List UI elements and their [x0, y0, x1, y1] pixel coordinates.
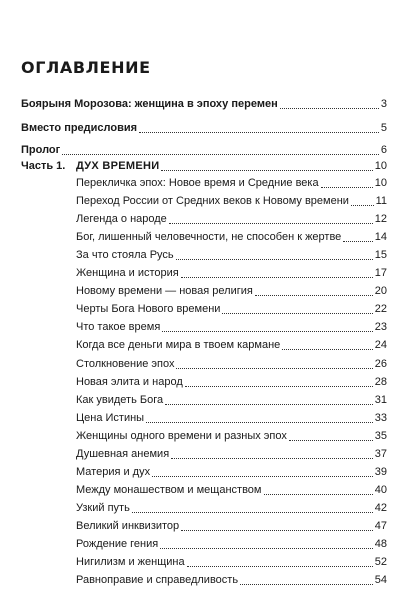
dot-leader [264, 484, 373, 495]
dot-leader [146, 412, 373, 423]
toc-page-number: 10 [374, 160, 387, 172]
toc-entry-title: Между монашеством и мещанством [76, 484, 262, 496]
toc-entry-part[interactable] [76, 157, 387, 173]
dot-leader [139, 122, 379, 133]
toc-entry-chapter[interactable] [76, 174, 387, 190]
toc-entry-title: Как увидеть Бога [76, 394, 164, 406]
toc-entry-title: Бог, лишенный человечности, не способен к жертве [76, 231, 342, 243]
toc-entry-chapter[interactable] [76, 264, 387, 280]
dot-leader [160, 538, 373, 549]
toc-entry-title: Нигилизм и женщина [76, 556, 185, 568]
toc-entry-title: Переход России от Средних веков к Новому времени [76, 195, 349, 207]
toc-entry-title: Перекличка эпох: Новое время и Средние века [76, 177, 319, 189]
toc-entry-title: ДУХ ВРЕМЕНИ [76, 160, 160, 172]
toc-entry-chapter[interactable] [76, 355, 387, 371]
toc-page-number: 26 [374, 358, 387, 370]
dot-leader [152, 466, 373, 477]
toc-entry-chapter[interactable] [76, 445, 387, 461]
toc-entry-title: Рождение гения [76, 538, 159, 550]
dot-leader [289, 430, 373, 441]
toc-page-number: 20 [374, 285, 387, 297]
toc-entry-chapter[interactable] [76, 409, 387, 425]
toc-page-number: 35 [374, 430, 387, 442]
toc-entry-title: Новая элита и народ [76, 376, 183, 388]
toc-page-number: 10 [374, 177, 387, 189]
dot-leader [240, 574, 373, 585]
toc-entry-title: Пролог [21, 144, 61, 156]
toc-entry-title: Великий инквизитор [76, 520, 180, 532]
dot-leader [169, 213, 373, 224]
dot-leader [132, 502, 373, 513]
toc-entry-title: Материя и дух [76, 466, 151, 478]
toc-entry-chapter[interactable] [76, 481, 387, 497]
toc-entry-front[interactable] [21, 119, 387, 135]
dot-leader [62, 144, 379, 155]
toc-entry-chapter[interactable] [76, 282, 387, 298]
toc-entry-title: Легенда о народе [76, 213, 167, 225]
dot-leader [171, 448, 373, 459]
dot-leader [162, 321, 372, 332]
toc-entry-title: Цена Истины [76, 412, 145, 424]
toc-entry-chapter[interactable] [76, 192, 387, 208]
toc-entry-chapter[interactable] [76, 210, 387, 226]
dot-leader [255, 285, 373, 296]
toc-entry-title: Столкновение эпох [76, 358, 175, 370]
toc-entry-title: За что стояла Русь [76, 249, 174, 261]
dot-leader [321, 177, 373, 188]
toc-page-number: 11 [375, 195, 387, 207]
dot-leader [176, 358, 372, 369]
toc-page-number: 48 [374, 538, 387, 550]
toc-page-number: 33 [374, 412, 387, 424]
dot-leader [280, 98, 379, 109]
toc-entry-chapter[interactable] [76, 318, 387, 334]
dot-leader [165, 394, 373, 405]
toc-page-number: 23 [374, 321, 387, 333]
toc-page-number: 5 [380, 122, 387, 134]
dot-leader [181, 520, 373, 531]
toc-page-number: 42 [374, 502, 387, 514]
toc-page-number: 39 [374, 466, 387, 478]
toc-entry-chapter[interactable] [76, 463, 387, 479]
toc-entry-chapter[interactable] [76, 571, 387, 587]
part-label: Часть 1. [21, 160, 66, 172]
toc-entry-chapter[interactable] [76, 336, 387, 352]
dot-leader [222, 303, 372, 314]
dot-leader [176, 249, 373, 260]
page-title: ОГЛАВЛЕНИЕ [21, 58, 151, 77]
toc-page-number: 17 [374, 267, 387, 279]
toc-page-number: 15 [374, 249, 387, 261]
toc-entry-title: Когда все деньги мира в твоем кармане [76, 339, 281, 351]
toc-page-number: 14 [374, 231, 387, 243]
toc-entry-front[interactable] [21, 141, 387, 157]
toc-entry-chapter[interactable] [76, 373, 387, 389]
toc-entry-chapter[interactable] [76, 391, 387, 407]
toc-entry-title: Новому времени — новая религия [76, 285, 253, 297]
toc-entry-front[interactable] [21, 95, 387, 111]
dot-leader [181, 267, 373, 278]
dot-leader [282, 339, 372, 350]
toc-entry-title: Вместо предисловия [21, 122, 138, 134]
toc-page-number: 31 [374, 394, 387, 406]
toc-entry-title: Узкий путь [76, 502, 130, 514]
toc-page-number: 40 [374, 484, 387, 496]
toc-entry-chapter[interactable] [76, 300, 387, 316]
toc-entry-title: Душевная анемия [76, 448, 170, 460]
toc-entry-chapter[interactable] [76, 553, 387, 569]
toc-page-number: 52 [374, 556, 387, 568]
toc-entry-chapter[interactable] [76, 535, 387, 551]
toc-entry-chapter[interactable] [76, 246, 387, 262]
toc-entry-chapter[interactable] [76, 228, 387, 244]
toc-page-number: 28 [374, 376, 387, 388]
dot-leader [351, 195, 374, 206]
toc-entry-title: Равноправие и справедливость [76, 574, 239, 586]
toc-page-number: 12 [374, 213, 387, 225]
toc-page-number: 54 [374, 574, 387, 586]
toc-page-number: 6 [380, 144, 387, 156]
dot-leader [187, 556, 373, 567]
toc-entry-title: Черты Бога Нового времени [76, 303, 221, 315]
toc-entry-chapter[interactable] [76, 499, 387, 515]
toc-page-number: 3 [380, 98, 387, 110]
dot-leader [343, 231, 372, 242]
toc-page-number: 47 [374, 520, 387, 532]
toc-page-number: 37 [374, 448, 387, 460]
dot-leader [185, 376, 373, 387]
toc-page-number: 22 [374, 303, 387, 315]
toc-entry-chapter[interactable] [76, 517, 387, 533]
toc-entry-title: Боярыня Морозова: женщина в эпоху перемен [21, 98, 278, 110]
toc-entry-title: Женщина и история [76, 267, 179, 279]
dot-leader [161, 160, 372, 171]
toc-entry-title: Женщины одного времени и разных эпох [76, 430, 287, 442]
toc-entry-title: Что такое время [76, 321, 161, 333]
toc-page-number: 24 [374, 339, 387, 351]
toc-entry-chapter[interactable] [76, 427, 387, 443]
